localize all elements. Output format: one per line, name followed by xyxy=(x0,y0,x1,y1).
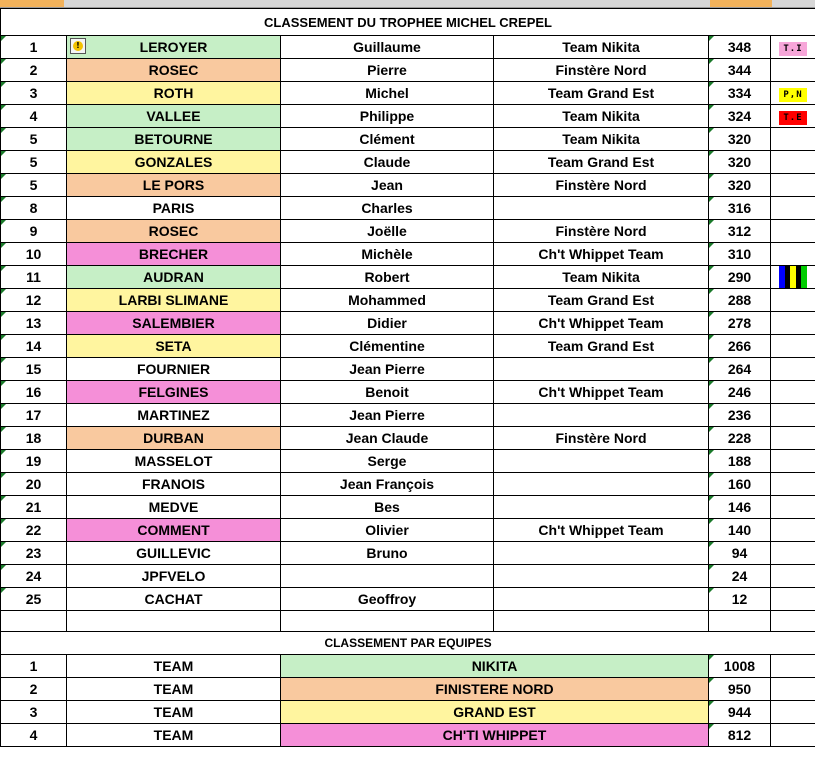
first-name-cell[interactable]: Clémentine xyxy=(281,335,494,358)
last-name-cell[interactable]: FELGINES xyxy=(67,381,281,404)
rank-cell[interactable]: 1 xyxy=(1,36,67,59)
first-name-cell[interactable]: Bes xyxy=(281,496,494,519)
comment-marker-icon xyxy=(1,174,6,179)
jersey-stripes-icon xyxy=(779,266,807,288)
comment-marker-icon xyxy=(1,128,6,133)
comment-marker-icon xyxy=(1,59,6,64)
team-cell[interactable] xyxy=(494,565,709,588)
last-name-cell[interactable]: LEROYER ! xyxy=(67,36,281,59)
rank-cell[interactable]: 25 xyxy=(1,588,67,611)
rank-cell[interactable]: 18 xyxy=(1,427,67,450)
points-cell[interactable]: 188 xyxy=(709,450,771,473)
team-points-cell[interactable]: 950 xyxy=(709,678,771,701)
table-row xyxy=(1,381,815,404)
rank-cell[interactable]: 16 xyxy=(1,381,67,404)
first-name-cell[interactable]: Serge xyxy=(281,450,494,473)
rank-cell[interactable]: 5 xyxy=(1,151,67,174)
comment-marker-icon xyxy=(709,542,714,547)
team-row xyxy=(1,655,815,678)
team-cell[interactable]: Ch't Whippet Team xyxy=(494,312,709,335)
comment-marker-icon xyxy=(1,36,6,41)
team-cell[interactable]: Team Nikita xyxy=(494,266,709,289)
comment-marker-icon xyxy=(1,404,6,409)
team-cell[interactable]: Ch't Whippet Team xyxy=(494,243,709,266)
first-name-cell[interactable]: Michel xyxy=(281,82,494,105)
points-cell[interactable]: 310 xyxy=(709,243,771,266)
badge-cell[interactable] xyxy=(771,197,815,220)
comment-marker-icon xyxy=(709,59,714,64)
table-row xyxy=(1,404,815,427)
team-label-cell[interactable]: TEAM xyxy=(67,724,281,747)
table-row xyxy=(1,565,815,588)
badge-cell[interactable] xyxy=(771,404,815,427)
badge-cell[interactable] xyxy=(771,588,815,611)
team-cell[interactable]: Finstère Nord xyxy=(494,427,709,450)
ranking-title[interactable]: CLASSEMENT DU TROPHEE MICHEL CREPEL xyxy=(1,9,815,36)
badge-cell[interactable] xyxy=(771,496,815,519)
rank-cell[interactable]: 5 xyxy=(1,128,67,151)
points-cell[interactable]: 266 xyxy=(709,335,771,358)
empty-cell[interactable] xyxy=(771,724,815,747)
last-name-cell[interactable]: VALLEE xyxy=(67,105,281,128)
last-name-cell[interactable]: MEDVE xyxy=(67,496,281,519)
comment-marker-icon xyxy=(709,565,714,570)
table-row xyxy=(1,335,815,358)
table-row xyxy=(1,59,815,82)
first-name-cell[interactable]: Olivier xyxy=(281,519,494,542)
rank-cell[interactable]: 23 xyxy=(1,542,67,565)
comment-marker-icon xyxy=(709,678,714,683)
last-name-cell[interactable]: LE PORS xyxy=(67,174,281,197)
comment-marker-icon xyxy=(709,82,714,87)
table-row xyxy=(1,197,815,220)
team-cell[interactable] xyxy=(494,197,709,220)
first-name-cell[interactable]: Jean xyxy=(281,174,494,197)
points-cell[interactable]: 12 xyxy=(709,588,771,611)
points-cell[interactable]: 94 xyxy=(709,542,771,565)
rank-cell[interactable]: 24 xyxy=(1,565,67,588)
comment-marker-icon xyxy=(1,335,6,340)
team-points-cell[interactable]: 944 xyxy=(709,701,771,724)
badge-cell[interactable] xyxy=(771,542,815,565)
team-cell[interactable] xyxy=(494,358,709,381)
team-cell[interactable]: Team Grand Est xyxy=(494,289,709,312)
badge-cell[interactable] xyxy=(771,220,815,243)
table-row xyxy=(1,220,815,243)
empty-cell[interactable] xyxy=(1,611,67,632)
comment-marker-icon xyxy=(1,473,6,478)
last-name-cell[interactable]: FRANOIS xyxy=(67,473,281,496)
first-name-cell[interactable]: Claude xyxy=(281,151,494,174)
points-cell[interactable]: 236 xyxy=(709,404,771,427)
last-name-cell[interactable]: DURBAN xyxy=(67,427,281,450)
last-name-cell[interactable]: GUILLEVIC xyxy=(67,542,281,565)
team-points-cell[interactable]: 1008 xyxy=(709,655,771,678)
first-name-cell[interactable]: Philippe xyxy=(281,105,494,128)
last-name-cell[interactable]: AUDRAN xyxy=(67,266,281,289)
first-name-cell[interactable]: Jean Pierre xyxy=(281,358,494,381)
badge-cell[interactable] xyxy=(771,358,815,381)
comment-marker-icon xyxy=(1,220,6,225)
badge-cell[interactable] xyxy=(771,243,815,266)
comment-marker-icon xyxy=(709,174,714,179)
team-cell[interactable]: Finstère Nord xyxy=(494,220,709,243)
comment-marker-icon xyxy=(709,381,714,386)
team-rank-cell[interactable]: 1 xyxy=(1,655,67,678)
team-cell[interactable]: Ch't Whippet Team xyxy=(494,519,709,542)
comment-marker-icon xyxy=(1,542,6,547)
points-cell[interactable]: 348 xyxy=(709,36,771,59)
team-name-cell[interactable]: GRAND EST xyxy=(281,701,709,724)
table-row xyxy=(1,266,815,289)
team-rank-cell[interactable]: 4 xyxy=(1,724,67,747)
last-name-cell[interactable]: FOURNIER xyxy=(67,358,281,381)
first-name-cell[interactable]: Mohammed xyxy=(281,289,494,312)
comment-marker-icon xyxy=(709,358,714,363)
badge-cell[interactable] xyxy=(771,59,815,82)
team-row xyxy=(1,724,815,747)
first-name-cell[interactable]: Didier xyxy=(281,312,494,335)
comment-marker-icon xyxy=(709,701,714,706)
status-badge: T.I xyxy=(779,42,806,56)
rank-cell[interactable]: 2 xyxy=(1,59,67,82)
rank-cell[interactable]: 5 xyxy=(1,174,67,197)
points-cell[interactable]: 316 xyxy=(709,197,771,220)
first-name-cell[interactable]: Jean François xyxy=(281,473,494,496)
rank-cell[interactable]: 8 xyxy=(1,197,67,220)
table-row xyxy=(1,519,815,542)
points-cell[interactable]: 264 xyxy=(709,358,771,381)
status-badge: T.E xyxy=(779,111,806,125)
comment-marker-icon xyxy=(1,450,6,455)
rank-cell[interactable]: 20 xyxy=(1,473,67,496)
comment-marker-icon xyxy=(1,496,6,501)
badge-cell[interactable] xyxy=(771,174,815,197)
team-ranking-title[interactable]: CLASSEMENT PAR EQUIPES xyxy=(1,632,815,655)
comment-marker-icon xyxy=(709,105,714,110)
rank-cell[interactable]: 11 xyxy=(1,266,67,289)
empty-cell[interactable] xyxy=(771,678,815,701)
team-label-cell[interactable]: TEAM xyxy=(67,701,281,724)
points-cell[interactable]: 324 xyxy=(709,105,771,128)
points-cell[interactable]: 312 xyxy=(709,220,771,243)
column-e-header-selected[interactable] xyxy=(710,0,772,7)
table-row xyxy=(1,105,815,128)
rank-cell[interactable]: 19 xyxy=(1,450,67,473)
points-cell[interactable]: 24 xyxy=(709,565,771,588)
last-name-cell[interactable]: ROSEC xyxy=(67,59,281,82)
team-cell[interactable]: Finstère Nord xyxy=(494,174,709,197)
comment-marker-icon xyxy=(709,588,714,593)
badge-cell[interactable] xyxy=(771,473,815,496)
last-name-cell[interactable]: MARTINEZ xyxy=(67,404,281,427)
points-cell[interactable]: 320 xyxy=(709,174,771,197)
comment-marker-icon xyxy=(709,243,714,248)
team-rank-cell[interactable]: 3 xyxy=(1,701,67,724)
empty-cell[interactable] xyxy=(494,611,709,632)
badge-cell[interactable] xyxy=(771,151,815,174)
team-title-row xyxy=(1,632,815,655)
team-cell[interactable]: Team Nikita xyxy=(494,128,709,151)
comment-marker-icon xyxy=(709,427,714,432)
first-name-cell[interactable]: Bruno xyxy=(281,542,494,565)
comment-marker-icon xyxy=(1,197,6,202)
badge-cell[interactable] xyxy=(771,128,815,151)
badge-cell[interactable] xyxy=(771,519,815,542)
comment-marker-icon xyxy=(709,473,714,478)
first-name-cell[interactable]: Jean Claude xyxy=(281,427,494,450)
empty-cell[interactable] xyxy=(67,611,281,632)
ranking-table xyxy=(0,8,815,747)
first-name-cell[interactable]: Geoffroy xyxy=(281,588,494,611)
badge-cell[interactable] xyxy=(771,565,815,588)
badge-cell[interactable] xyxy=(771,105,815,128)
table-row xyxy=(1,36,815,59)
team-cell[interactable]: Ch't Whippet Team xyxy=(494,381,709,404)
comment-marker-icon xyxy=(709,36,714,41)
rank-cell[interactable]: 10 xyxy=(1,243,67,266)
last-name-cell[interactable]: BETOURNE xyxy=(67,128,281,151)
points-cell[interactable]: 320 xyxy=(709,151,771,174)
comment-marker-icon xyxy=(1,519,6,524)
table-row xyxy=(1,289,815,312)
last-name-cell[interactable]: CACHAT xyxy=(67,588,281,611)
team-name-cell[interactable]: CH'TI WHIPPET xyxy=(281,724,709,747)
badge-cell[interactable] xyxy=(771,312,815,335)
stripe xyxy=(801,266,807,288)
comment-marker-icon xyxy=(709,289,714,294)
empty-cell[interactable] xyxy=(709,611,771,632)
empty-cell[interactable] xyxy=(771,655,815,678)
comment-marker-icon xyxy=(1,565,6,570)
table-row xyxy=(1,174,815,197)
last-name-cell[interactable]: COMMENT xyxy=(67,519,281,542)
team-cell[interactable]: Finstère Nord xyxy=(494,59,709,82)
rank-cell[interactable]: 17 xyxy=(1,404,67,427)
last-name-cell[interactable]: LARBI SLIMANE xyxy=(67,289,281,312)
badge-cell[interactable] xyxy=(771,381,815,404)
column-a-header-selected[interactable] xyxy=(0,0,64,7)
comment-marker-icon xyxy=(709,197,714,202)
comment-marker-icon xyxy=(1,381,6,386)
first-name-cell[interactable]: Charles xyxy=(281,197,494,220)
points-cell[interactable]: 278 xyxy=(709,312,771,335)
points-cell[interactable]: 140 xyxy=(709,519,771,542)
points-cell[interactable]: 160 xyxy=(709,473,771,496)
points-cell[interactable]: 344 xyxy=(709,59,771,82)
rank-cell[interactable]: 15 xyxy=(1,358,67,381)
empty-cell[interactable] xyxy=(771,611,815,632)
table-row xyxy=(1,243,815,266)
table-row xyxy=(1,473,815,496)
table-row xyxy=(1,542,815,565)
last-name-cell[interactable]: BRECHER xyxy=(67,243,281,266)
team-cell[interactable] xyxy=(494,496,709,519)
last-name-cell[interactable]: PARIS xyxy=(67,197,281,220)
team-cell[interactable] xyxy=(494,542,709,565)
comment-marker-icon xyxy=(709,724,714,729)
team-label-cell[interactable]: TEAM xyxy=(67,678,281,701)
first-name-cell[interactable]: Jean Pierre xyxy=(281,404,494,427)
badge-cell[interactable] xyxy=(771,335,815,358)
status-badge: P,N xyxy=(779,88,806,102)
team-cell[interactable]: Team Grand Est xyxy=(494,151,709,174)
table-row xyxy=(1,358,815,381)
comment-marker-icon xyxy=(709,655,714,660)
last-name-cell[interactable]: GONZALES xyxy=(67,151,281,174)
first-name-cell[interactable]: Clément xyxy=(281,128,494,151)
comment-marker-icon xyxy=(1,358,6,363)
comment-marker-icon xyxy=(709,450,714,455)
points-cell[interactable]: 146 xyxy=(709,496,771,519)
first-name-cell[interactable]: Joëlle xyxy=(281,220,494,243)
last-name-cell[interactable]: ROTH xyxy=(67,82,281,105)
comment-marker-icon xyxy=(1,266,6,271)
comment-marker-icon xyxy=(709,312,714,317)
comment-marker-icon xyxy=(709,220,714,225)
points-cell[interactable]: 288 xyxy=(709,289,771,312)
team-cell[interactable] xyxy=(494,588,709,611)
team-row xyxy=(1,678,815,701)
rank-cell[interactable]: 4 xyxy=(1,105,67,128)
points-cell[interactable]: 228 xyxy=(709,427,771,450)
rank-cell[interactable]: 12 xyxy=(1,289,67,312)
rank-cell[interactable]: 21 xyxy=(1,496,67,519)
team-name-cell[interactable]: FINISTERE NORD xyxy=(281,678,709,701)
last-name-cell[interactable]: SALEMBIER xyxy=(67,312,281,335)
comment-marker-icon xyxy=(709,404,714,409)
badge-cell[interactable] xyxy=(771,36,815,59)
comment-marker-icon xyxy=(709,335,714,340)
last-name-cell[interactable]: SETA xyxy=(67,335,281,358)
comment-marker-icon xyxy=(709,519,714,524)
table-row xyxy=(1,82,815,105)
points-cell[interactable]: 334 xyxy=(709,82,771,105)
table-row xyxy=(1,427,815,450)
rank-cell[interactable]: 9 xyxy=(1,220,67,243)
last-name-cell[interactable]: MASSELOT xyxy=(67,450,281,473)
error-check-icon[interactable] xyxy=(70,38,86,54)
last-name-cell[interactable]: JPFVELO xyxy=(67,565,281,588)
comment-marker-icon xyxy=(1,427,6,432)
team-row xyxy=(1,701,815,724)
badge-cell[interactable] xyxy=(771,289,815,312)
comment-marker-icon xyxy=(1,289,6,294)
table-row xyxy=(1,450,815,473)
team-rank-cell[interactable]: 2 xyxy=(1,678,67,701)
points-cell[interactable]: 246 xyxy=(709,381,771,404)
team-cell[interactable] xyxy=(494,473,709,496)
empty-cell[interactable] xyxy=(281,611,494,632)
team-cell[interactable] xyxy=(494,450,709,473)
team-cell[interactable]: Team Grand Est xyxy=(494,335,709,358)
first-name-cell[interactable]: Robert xyxy=(281,266,494,289)
points-cell[interactable]: 290 xyxy=(709,266,771,289)
team-name-cell[interactable]: NIKITA xyxy=(281,655,709,678)
first-name-cell[interactable]: Benoit xyxy=(281,381,494,404)
empty-cell[interactable] xyxy=(771,701,815,724)
comment-marker-icon xyxy=(1,312,6,317)
table-row xyxy=(1,128,815,151)
comment-marker-icon xyxy=(709,266,714,271)
table-row xyxy=(1,496,815,519)
last-name-cell[interactable]: ROSEC xyxy=(67,220,281,243)
team-cell[interactable] xyxy=(494,404,709,427)
comment-marker-icon xyxy=(709,496,714,501)
warning-icon: ! xyxy=(73,41,83,51)
rank-cell[interactable]: 14 xyxy=(1,335,67,358)
team-label-cell[interactable]: TEAM xyxy=(67,655,281,678)
first-name-cell[interactable]: Pierre xyxy=(281,59,494,82)
comment-marker-icon xyxy=(1,588,6,593)
team-cell[interactable]: Team Nikita xyxy=(494,105,709,128)
comment-marker-icon xyxy=(1,243,6,248)
team-cell[interactable]: Team Nikita xyxy=(494,36,709,59)
badge-cell[interactable] xyxy=(771,266,815,289)
badge-cell[interactable] xyxy=(771,427,815,450)
badge-cell[interactable] xyxy=(771,82,815,105)
table-row xyxy=(1,588,815,611)
badge-cell[interactable] xyxy=(771,450,815,473)
first-name-cell[interactable] xyxy=(281,565,494,588)
blank-row xyxy=(1,611,815,632)
first-name-cell[interactable]: Michèle xyxy=(281,243,494,266)
team-points-cell[interactable]: 812 xyxy=(709,724,771,747)
rank-cell[interactable]: 13 xyxy=(1,312,67,335)
table-row xyxy=(1,151,815,174)
comment-marker-icon xyxy=(709,151,714,156)
points-cell[interactable]: 320 xyxy=(709,128,771,151)
table-row xyxy=(1,312,815,335)
rank-cell[interactable]: 3 xyxy=(1,82,67,105)
comment-marker-icon xyxy=(1,151,6,156)
column-header-strip[interactable] xyxy=(0,0,815,8)
team-cell[interactable]: Team Grand Est xyxy=(494,82,709,105)
comment-marker-icon xyxy=(709,128,714,133)
comment-marker-icon xyxy=(1,105,6,110)
first-name-cell[interactable]: Guillaume xyxy=(281,36,494,59)
rank-cell[interactable]: 22 xyxy=(1,519,67,542)
comment-marker-icon xyxy=(1,82,6,87)
